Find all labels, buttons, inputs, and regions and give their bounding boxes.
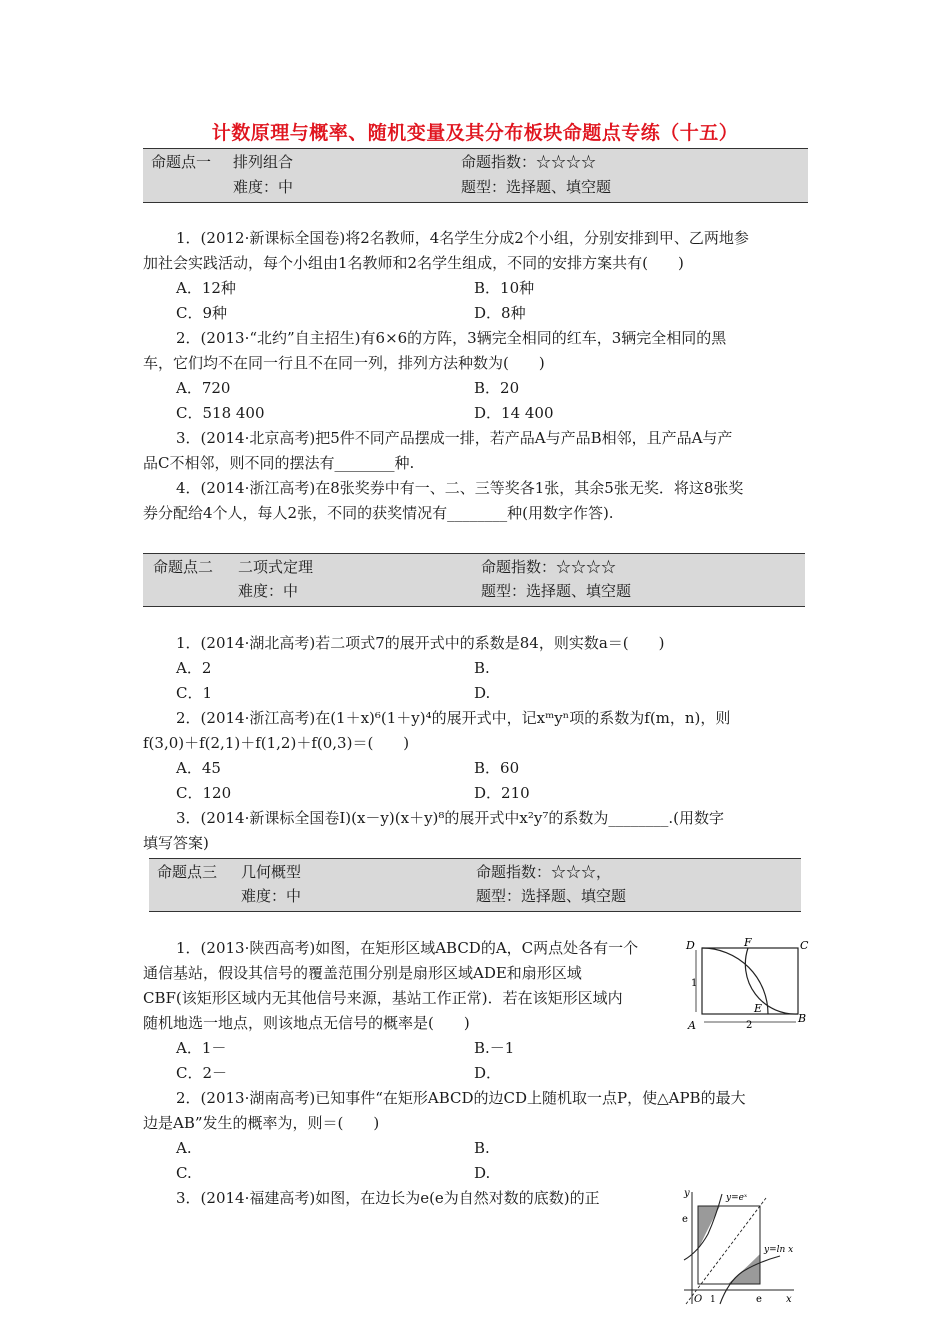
- label-origin: O: [694, 1294, 703, 1305]
- topic-index: 命题指数：☆☆☆，: [476, 863, 612, 881]
- option: A．12种: [176, 279, 236, 297]
- option: B.: [474, 659, 490, 677]
- question-text: 2．(2014·浙江高考)在(1＋x)⁶(1＋y)⁴的展开式中，记xᵐyⁿ项的系数为f(m，n)，则: [176, 709, 731, 727]
- option: D．210: [474, 784, 530, 802]
- question-text: 随机地选一地点，则该地点无信号的概率是( ): [143, 1014, 470, 1032]
- option: A．45: [176, 759, 221, 777]
- label-e: E: [754, 1002, 763, 1015]
- option: C.: [176, 1164, 192, 1182]
- question-text: 通信基站，假设其信号的覆盖范围分别是扇形区域ADE和扇形区域: [143, 964, 582, 982]
- option: A.: [176, 1139, 192, 1157]
- topic-label: 命题点三: [157, 863, 218, 881]
- topic-difficulty: 难度：中: [233, 178, 294, 196]
- question-text: 填写答案): [143, 834, 209, 852]
- option: B.－1: [474, 1039, 515, 1057]
- question-text: 品C不相邻，则不同的摆法有________种.: [143, 454, 415, 472]
- question-text: f(3,0)＋f(2,1)＋f(1,2)＋f(0,3)＝( ): [143, 734, 410, 752]
- label-x: x: [786, 1294, 792, 1305]
- question-text: 1．(2014·湖北高考)若二项式7的展开式中的系数是84，则实数a＝( ): [176, 634, 665, 652]
- topic-difficulty: 难度：中: [241, 887, 302, 905]
- question-text: 4．(2014·浙江高考)在8张奖券中有一、二、三等奖各1张，其余5张无奖．将这8张奖: [176, 479, 744, 497]
- exp-log-graph-figure: [680, 1186, 800, 1310]
- rectangle-abcd: [702, 948, 798, 1014]
- topic-label: 命题点一: [151, 153, 212, 171]
- question-text: 加社会实践活动，每个小组由1名教师和2名学生组成，不同的安排方案共有( ): [143, 254, 684, 272]
- topic-header-3: [149, 858, 801, 912]
- option: B.: [474, 1139, 490, 1157]
- topic-difficulty: 难度：中: [238, 582, 299, 600]
- question-text: 3．(2014·新课标全国卷Ⅰ)(x－y)(x＋y)⁸的展开式中x²y⁷的系数为________.(用数字: [176, 809, 724, 827]
- option: C．2－: [176, 1064, 228, 1082]
- label-b: B: [798, 1012, 807, 1025]
- question-text: 3．(2014·北京高考)把5件不同产品摆成一排，若产品A与产品B相邻，且产品A与产: [176, 429, 733, 447]
- question-text: 1．(2013·陕西高考)如图，在矩形区域ABCD的A，C两点处各有一个: [176, 939, 639, 957]
- option: D.: [474, 1164, 491, 1182]
- question-text: 2．(2013·湖南高考)已知事件“在矩形ABCD的边CD上随机取一点P，使△APB的最大: [176, 1089, 746, 1107]
- topic-type: 题型：选择题、填空题: [476, 887, 627, 905]
- label-2: 2: [746, 1020, 753, 1031]
- question-text: 券分配给4个人，每人2张，不同的获奖情况有________种(用数字作答).: [143, 504, 614, 522]
- label-d: D: [686, 939, 695, 952]
- label-f: F: [744, 936, 752, 949]
- question-text: 车，它们均不在同一行且不在同一列，排列方法种数为( ): [143, 354, 545, 372]
- label-y-ex: y=eˣ: [726, 1193, 748, 1203]
- topic-name: 几何概型: [241, 863, 302, 881]
- topic-header-2: [143, 553, 805, 607]
- label-y-lnx: y=ln x: [764, 1245, 794, 1255]
- topic-name: 二项式定理: [238, 558, 314, 576]
- question-text: 2．(2013·“北约”自主招生)有6×6的方阵，3辆完全相同的红车，3辆完全相同的黑: [176, 329, 727, 347]
- label-c: C: [800, 939, 809, 952]
- label-e-x: e: [756, 1294, 762, 1305]
- option: B．10种: [474, 279, 535, 297]
- topic-header-1: [143, 148, 808, 203]
- option: C．1: [176, 684, 213, 702]
- label-a: A: [688, 1019, 696, 1032]
- option: A．1－: [176, 1039, 227, 1057]
- label-1-x: 1: [710, 1295, 716, 1305]
- option: C．120: [176, 784, 232, 802]
- topic-index: 命题指数：☆☆☆☆: [481, 558, 617, 576]
- topic-index: 命题指数：☆☆☆☆: [461, 153, 597, 171]
- rectangle-sector-figure: [682, 936, 812, 1032]
- topic-type: 题型：选择题、填空题: [481, 582, 632, 600]
- option: A．2: [176, 659, 212, 677]
- question-text: 1．(2012·新课标全国卷)将2名教师，4名学生分成2个小组，分别安排到甲、乙两地参: [176, 229, 749, 247]
- option: B．60: [474, 759, 520, 777]
- option: B．20: [474, 379, 520, 397]
- label-e-y: e: [682, 1214, 688, 1225]
- option: D．: [474, 1064, 502, 1082]
- question-text: 边是AB”发生的概率为，则＝( ): [143, 1114, 380, 1132]
- document-title: 计数原理与概率、随机变量及其分布板块命题点专练（十五）: [211, 122, 739, 144]
- option: D．14 400: [474, 404, 554, 422]
- question-text: 3．(2014·福建高考)如图，在边长为e(e为自然对数的底数)的正: [176, 1189, 600, 1207]
- option: C．9种: [176, 304, 228, 322]
- topic-name: 排列组合: [233, 153, 294, 171]
- shaded-region-lower: [728, 1254, 760, 1284]
- topic-type: 题型：选择题、填空题: [461, 178, 612, 196]
- topic-label: 命题点二: [153, 558, 214, 576]
- label-1: 1: [691, 978, 698, 989]
- label-y: y: [684, 1188, 690, 1199]
- question-text: CBF(该矩形区域内无其他信号来源，基站工作正常)．若在该矩形区域内: [143, 989, 623, 1007]
- option: D．8种: [474, 304, 526, 322]
- option: A．720: [176, 379, 231, 397]
- option: C．518 400: [176, 404, 265, 422]
- option: D.: [474, 684, 491, 702]
